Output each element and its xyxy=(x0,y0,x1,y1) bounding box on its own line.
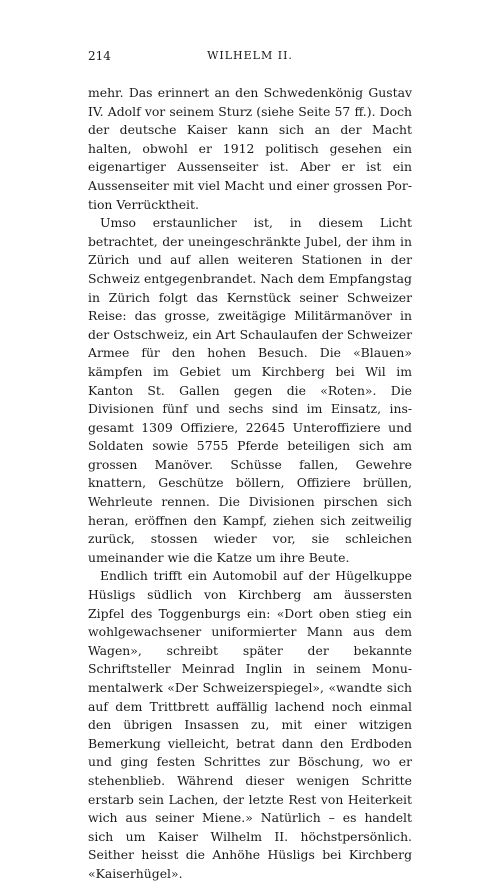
paragraph: mehr. Das erinnert an den Schwedenkönig Gustav IV. Adolf vor seinem Sturz (siehe Seite 57 ff.). Doch der deutsche Kaiser kann sich an der Macht halten, obwohl er 1912 politisch gesehen ein eigenartiger Aussenseiter ist. Aber er ist ein Aussenseiter mit viel Macht und einer grossen Portion Verrücktheit. xyxy=(88,85,412,212)
paragraph: Umso erstaunlicher ist, in diesem Licht betrachtet, der uneingeschränkte Jubel, der ihm in Zürich und auf allen weiteren Stationen in der Schweiz entgegenbrandet. Nach dem Empfangstag in Zürich folgt das Kernstück seiner Schweizer Reise: das grosse, zweitägige Militärmanöver in der Ostschweiz, ein Art Schaulaufen der Schweizer Armee für den hohen Besuch. Die «Blauen» kämpfen im Gebiet um Kirchberg bei Wil im Kanton St. Gallen gegen die «Roten». Die Divisionen fünf und sechs sind im Einsatz, insgesamt 1309 Offiziere, 22645 Unteroffiziere und Soldaten sowie 5755 Pferde beteiligen sich am grossen Manöver. Schüsse fallen, Gewehre knattern, Geschütze böllern, Offiziere brüllen, Wehrleute rennen. Die Divisionen pirschen sich heran, eröffnen den Kampf, ziehen sich zeitweilig zurück, stossen wieder vor, sie schleichen umeinander wie die Katze um ihre Beute. xyxy=(88,215,412,565)
page-header xyxy=(88,46,412,66)
running-head: WILHELM II. xyxy=(207,49,293,62)
book-page xyxy=(88,46,412,884)
body-text xyxy=(88,84,412,884)
page-number: 214 xyxy=(88,49,111,63)
paragraph: Endlich trifft ein Automobil auf der Hügelkuppe Hüsligs südlich von Kirchberg am äussersten Zipfel des Toggenburgs ein: «Dort oben stieg ein wohlgewachsener uniformierter Mann aus dem Wagen», schreibt später der bekannte Schriftsteller Meinrad Inglin in seinem Monumentalwerk «Der Schweizerspiegel», «wandte sich auf dem Trittbrett auffällig lachend noch einmal den übrigen Insassen zu, mit einer witzigen Bemerkung vielleicht, betrat dann den Erdboden und ging festen Schrittes zur Böschung, wo er stehenblieb. Während dieser wenigen Schritte erstarb sein Lachen, der letzte Rest von Heiterkeit wich aus seiner Miene.» Natürlich – es handelt sich um Kaiser Wilhelm II. höchstpersönlich. Seither heisst die Anhöhe Hüsligs bei Kirchberg «Kaiserhügel». xyxy=(88,568,412,881)
